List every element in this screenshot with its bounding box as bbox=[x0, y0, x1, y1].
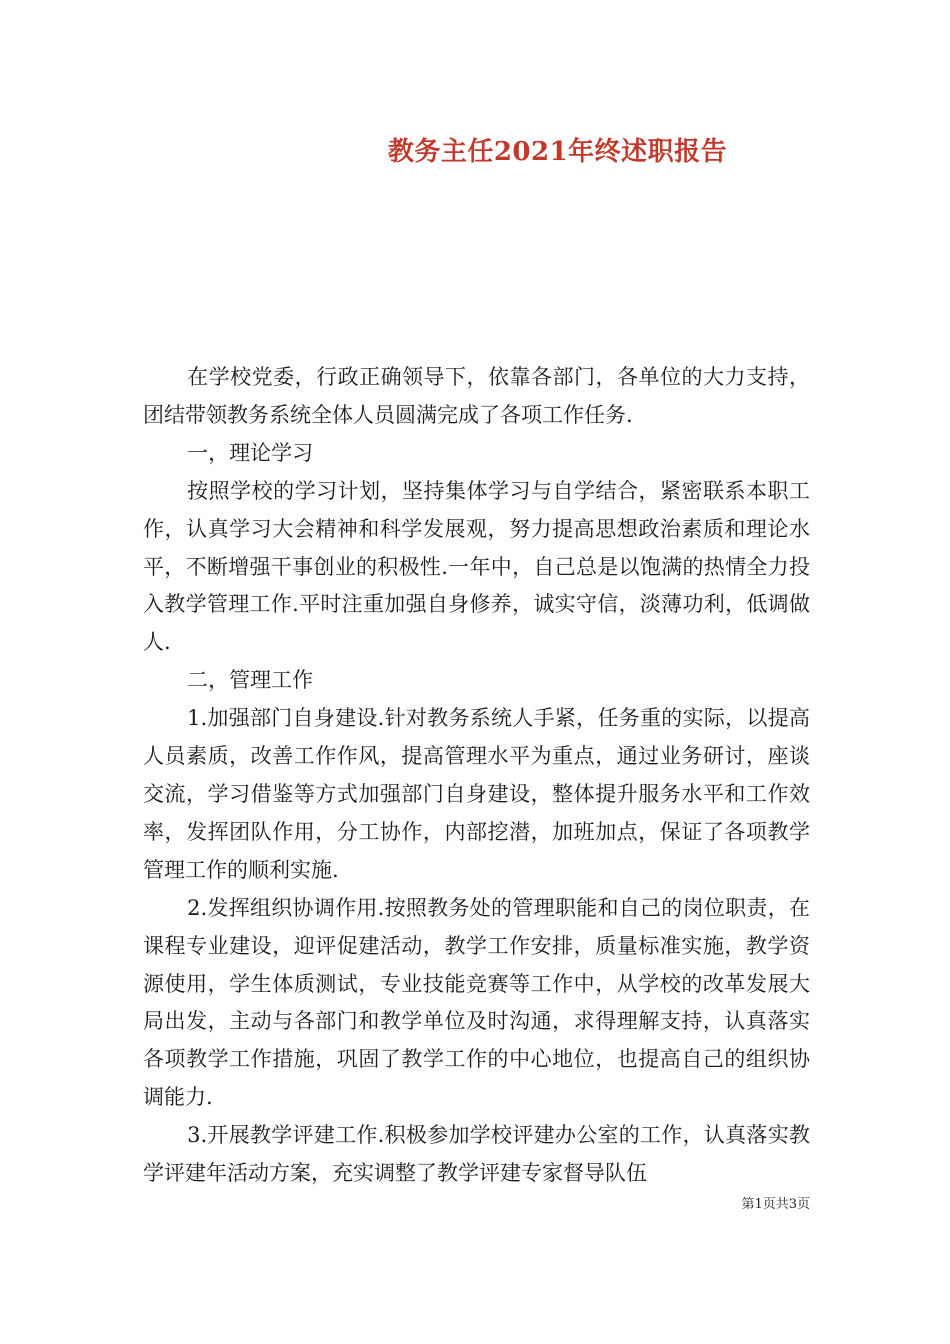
paragraph-item-2: 2.发挥组织协调作用.按照教务处的管理职能和自己的岗位职责，在课程专业建设，迎评促建活动，教学工作安排，质量标准实施，教学资源使用，学生体质测试，专业技能竞赛等工作中，从学校的改革发展大局出发，主动与各部门和教学单位及时沟通，求得理解支持，认真落实各项教学工作措施，巩固了教学工作的中心地位，也提高自己的组织协调能力. bbox=[143, 895, 810, 1110]
document-title: 教务主任2021年终述职报告 bbox=[387, 137, 728, 167]
paragraph-item-1: 1.加强部门自身建设.针对教务系统人手紧，任务重的实际，以提高人员素质，改善工作作风，提高管理水平为重点，通过业务研讨，座谈交流，学习借鉴等方式加强部门自身建设，整体提升服务水平和工作效率，发挥团队作用，分工协作，内部挖潜，加班加点，保证了各项教学管理工作的顺利实施. bbox=[143, 706, 810, 882]
page-number: 第1页共3页 bbox=[741, 1197, 810, 1212]
paragraph-intro: 在学校党委，行政正确领导下，依靠各部门，各单位的大力支持，团结带领教务系统全体人员圆满完成了各项工作任务. bbox=[143, 365, 810, 427]
section-heading-management: 二，管理工作 bbox=[187, 668, 314, 693]
paragraph-item-3: 3.开展教学评建工作.积极参加学校评建办公室的工作，认真落实教学评建年活动方案，充实调整了教学评建专家督导队伍 bbox=[143, 1123, 810, 1186]
paragraph-theory: 按照学校的学习计划，坚持集体学习与自学结合，紧密联系本职工作，认真学习大会精神和科学发展观，努力提高思想政治素质和理论水平，不断增强干事创业的积极性.一年中，自己总是以饱满的热情全力投入教学管理工作.平时注重加强自身修养，诚实守信，淡薄功利，低调做人. bbox=[143, 478, 810, 655]
section-heading-theory: 一，理论学习 bbox=[187, 440, 314, 465]
document-body bbox=[143, 359, 810, 1193]
